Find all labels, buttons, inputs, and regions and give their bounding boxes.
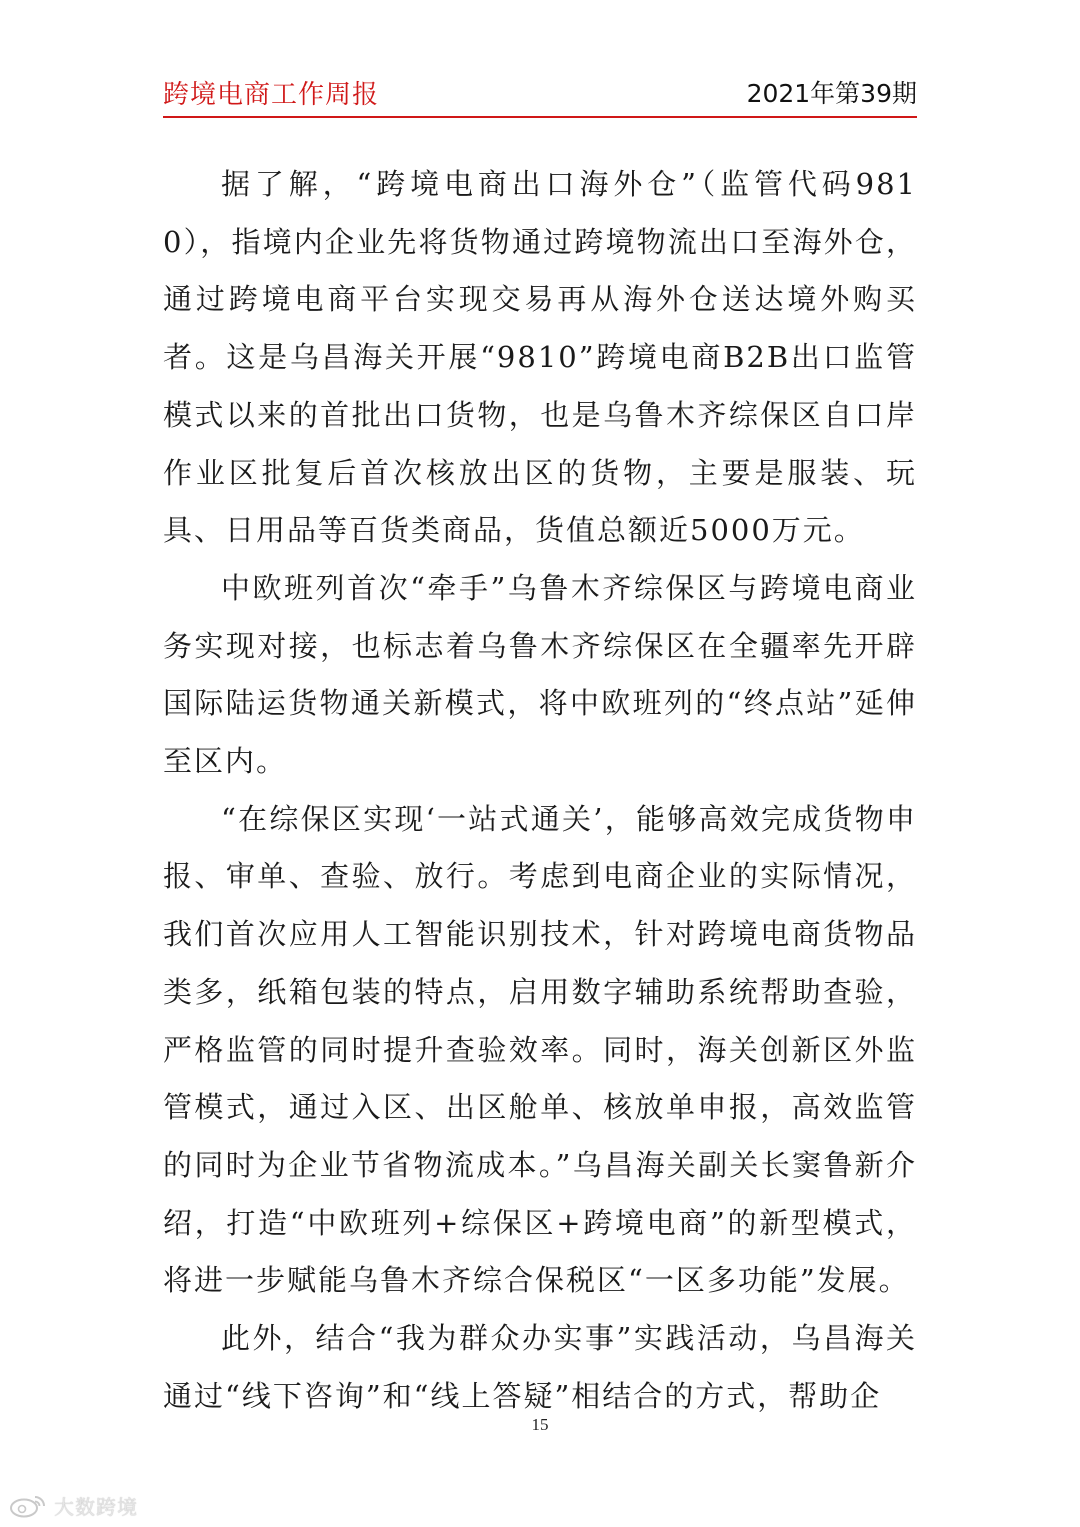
paragraph-1: 据了解，“跨境电商出口海外仓”（监管代码9810），指境内企业先将货物通过跨境物流出口至海外仓，通过跨境电商平台实现交易再从海外仓送达境外购买者。这是乌昌海关开展“9810”跨境电商B2B出口监管模式以来的首批出口货物，也是乌鲁木齐综保区自口岸作业区批复后首次核放出区的货物，主要是服装、玩具、日用品等百货类商品，货值总额近5000万元。 — [163, 167, 917, 548]
paragraph-4: 此外，结合“我为群众办实事”实践活动，乌昌海关通过“线下咨询”和“线上答疑”相结合的方式，帮助企 — [163, 1321, 917, 1413]
paragraph-3: “在综保区实现‘一站式通关’，能够高效完成货物申报、审单、查验、放行。考虑到电商企业的实际情况，我们首次应用人工智能识别技术，针对跨境电商货物品类多，纸箱包装的特点，启用数字辅助系统帮助查验，严格监管的同时提升查验效率。同时，海关创新区外监管模式，通过入区、出区舱单、核放单申报，高效监管的同时为企业节省物流成本。”乌昌海关副关长窦鲁新介绍，打造“中欧班列+综保区+跨境电商”的新型模式，将进一步赋能乌鲁木齐综合保税区“一区多功能”发展。 — [163, 801, 917, 1298]
watermark — [8, 1490, 138, 1520]
page-header — [163, 74, 917, 114]
report-title: 跨境电商工作周报 — [163, 80, 380, 110]
issue-number: 2021年第39期 — [746, 79, 917, 108]
watermark-text: 大数跨境 — [54, 1494, 138, 1519]
header-divider — [163, 116, 917, 118]
article-body — [163, 156, 917, 1425]
weibo-logo-icon — [8, 1492, 48, 1518]
paragraph-2: 中欧班列首次“牵手”乌鲁木齐综保区与跨境电商业务实现对接，也标志着乌鲁木齐综保区在全疆率先开辟国际陆运货物通关新模式，将中欧班列的“终点站”延伸至区内。 — [163, 570, 917, 779]
page-number: 15 — [531, 1415, 549, 1434]
